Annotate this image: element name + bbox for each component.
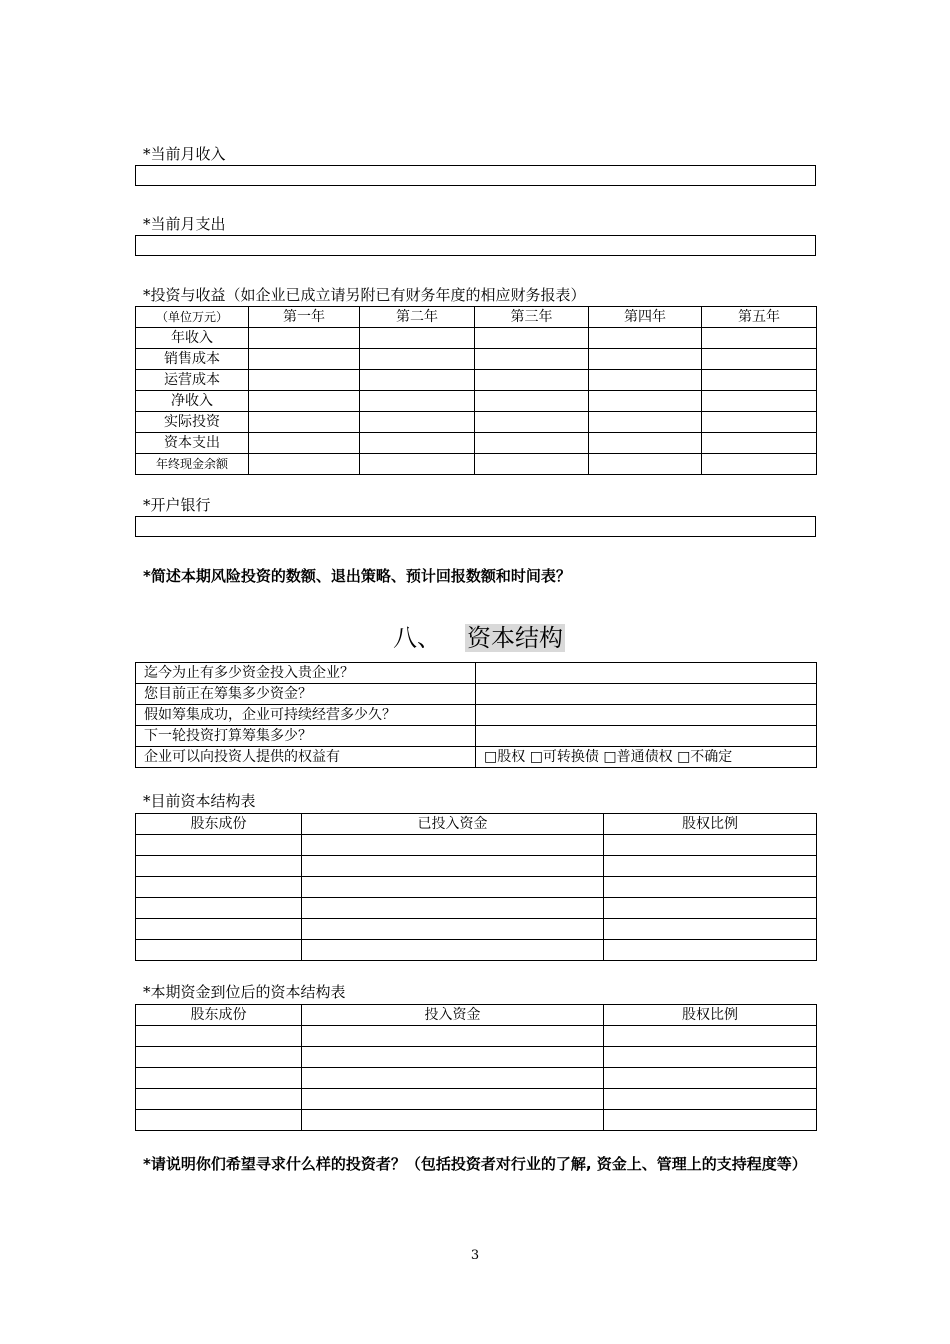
row-label: 年终现金余额 (136, 454, 249, 475)
monthly-expense-field[interactable] (135, 235, 816, 256)
answer-cell[interactable] (476, 684, 817, 705)
current-structure-label: *目前资本结构表 (143, 792, 256, 810)
table-row (136, 1047, 817, 1068)
table-cell[interactable] (604, 919, 817, 940)
table-cell[interactable] (589, 412, 702, 433)
question-label: 企业可以向投资人提供的权益有 (136, 747, 476, 768)
table-cell[interactable] (604, 1089, 817, 1110)
table-cell[interactable] (136, 1047, 302, 1068)
column-header: 股东成份 (136, 814, 302, 835)
table-row (136, 705, 817, 726)
year-header: 第五年 (702, 307, 817, 328)
table-row (136, 898, 817, 919)
table-cell[interactable] (136, 856, 302, 877)
year-header: 第四年 (589, 307, 702, 328)
table-row (136, 747, 817, 768)
table-row (136, 1110, 817, 1131)
question-label: 假如筹集成功，企业可持续经营多少久？ (136, 705, 476, 726)
table-cell[interactable] (249, 412, 360, 433)
column-header: 投入资金 (302, 1005, 604, 1026)
post-structure-table (135, 1004, 817, 1131)
table-row (136, 1068, 817, 1089)
table-cell[interactable] (475, 454, 589, 475)
table-cell[interactable] (702, 454, 817, 475)
table-cell[interactable] (604, 1068, 817, 1089)
row-label: 年收入 (136, 328, 249, 349)
table-cell[interactable] (249, 370, 360, 391)
table-header-row (136, 814, 817, 835)
page-number: 3 (470, 1248, 480, 1263)
table-cell[interactable] (302, 1089, 604, 1110)
table-cell[interactable] (136, 1026, 302, 1047)
table-row (136, 856, 817, 877)
table-cell[interactable] (136, 877, 302, 898)
table-cell[interactable] (360, 412, 475, 433)
table-cell[interactable] (136, 919, 302, 940)
table-cell[interactable] (302, 940, 604, 961)
table-cell[interactable] (702, 391, 817, 412)
table-cell[interactable] (589, 370, 702, 391)
table-row (136, 726, 817, 747)
row-label: 运营成本 (136, 370, 249, 391)
section-title-text: 资本结构 (467, 624, 563, 652)
undecided-option-checkbox[interactable]: □不确定 (677, 749, 733, 765)
table-header-row (136, 1005, 817, 1026)
table-cell[interactable] (302, 877, 604, 898)
table-row (136, 370, 817, 391)
answer-cell[interactable] (476, 663, 817, 684)
table-cell[interactable] (302, 1026, 604, 1047)
column-header: 股东成份 (136, 1005, 302, 1026)
equity-option-checkbox[interactable]: □股权 (484, 749, 526, 765)
capital-questions-table (135, 662, 817, 768)
table-row (136, 919, 817, 940)
table-cell[interactable] (302, 898, 604, 919)
table-cell[interactable] (475, 370, 589, 391)
post-structure-label: *本期资金到位后的资本结构表 (143, 983, 346, 1001)
table-cell[interactable] (589, 349, 702, 370)
table-cell[interactable] (604, 940, 817, 961)
table-cell[interactable] (136, 1089, 302, 1110)
table-cell[interactable] (136, 898, 302, 919)
table-cell[interactable] (702, 433, 817, 454)
monthly-expense-label: *当前月支出 (143, 215, 226, 233)
monthly-income-label: *当前月收入 (143, 145, 226, 163)
table-cell[interactable] (249, 349, 360, 370)
question-label: 迄今为止有多少资金投入贵企业？ (136, 663, 476, 684)
table-row (136, 412, 817, 433)
monthly-income-field[interactable] (135, 165, 816, 186)
table-row (136, 663, 817, 684)
year-header: 第二年 (360, 307, 475, 328)
table-cell[interactable] (702, 349, 817, 370)
column-header: 股权比例 (604, 1005, 817, 1026)
table-cell[interactable] (604, 835, 817, 856)
table-cell[interactable] (604, 898, 817, 919)
table-row (136, 1026, 817, 1047)
question-label: 下一轮投资打算筹集多少？ (136, 726, 476, 747)
table-cell[interactable] (604, 877, 817, 898)
table-cell[interactable] (136, 940, 302, 961)
table-row (136, 454, 817, 475)
table-cell[interactable] (302, 856, 604, 877)
row-label: 资本支出 (136, 433, 249, 454)
investment-returns-label: *投资与收益（如企业已成立请另附已有财务年度的相应财务报表） (143, 286, 586, 304)
table-cell[interactable] (302, 1068, 604, 1089)
table-cell[interactable] (475, 328, 589, 349)
table-cell[interactable] (360, 328, 475, 349)
column-header: 已投入资金 (302, 814, 604, 835)
table-header-row (136, 307, 817, 328)
table-cell[interactable] (360, 454, 475, 475)
table-cell[interactable] (589, 433, 702, 454)
table-cell[interactable] (475, 349, 589, 370)
table-cell[interactable] (589, 328, 702, 349)
current-structure-table (135, 813, 817, 961)
table-cell[interactable] (249, 454, 360, 475)
question-label: 您目前正在筹集多少资金？ (136, 684, 476, 705)
table-cell[interactable] (360, 349, 475, 370)
table-row (136, 940, 817, 961)
year-header: 第一年 (249, 307, 360, 328)
section-title (393, 623, 565, 653)
table-cell[interactable] (136, 1110, 302, 1131)
table-row (136, 328, 817, 349)
table-row (136, 433, 817, 454)
table-cell[interactable] (604, 1026, 817, 1047)
table-cell[interactable] (475, 391, 589, 412)
row-label: 实际投资 (136, 412, 249, 433)
column-header: 股权比例 (604, 814, 817, 835)
table-cell[interactable] (604, 1110, 817, 1131)
table-cell[interactable] (249, 391, 360, 412)
answer-cell[interactable] (476, 705, 817, 726)
risk-investment-question: *简述本期风险投资的数额、退出策略、预计回报数额和时间表？ (143, 567, 571, 585)
table-cell[interactable] (360, 391, 475, 412)
table-row (136, 835, 817, 856)
table-cell[interactable] (604, 1047, 817, 1068)
table-cell[interactable] (136, 835, 302, 856)
table-row (136, 684, 817, 705)
table-cell[interactable] (360, 433, 475, 454)
table-cell[interactable] (702, 328, 817, 349)
answer-cell[interactable] (476, 726, 817, 747)
convertible-option-checkbox[interactable]: □可转换债 (529, 749, 599, 765)
table-row (136, 1089, 817, 1110)
investor-question: *请说明你们希望寻求什么样的投资者？（包括投资者对行业的了解, 资金上、管理上的支持程度等） (143, 1155, 807, 1173)
row-label: 销售成本 (136, 349, 249, 370)
table-row (136, 877, 817, 898)
table-row (136, 391, 817, 412)
bank-label: *开户银行 (143, 496, 211, 514)
table-cell[interactable] (302, 919, 604, 940)
row-label: 净收入 (136, 391, 249, 412)
year-header: 第三年 (475, 307, 589, 328)
table-cell[interactable] (302, 1047, 604, 1068)
table-cell[interactable] (475, 412, 589, 433)
table-cell[interactable] (302, 1110, 604, 1131)
table-cell[interactable] (589, 391, 702, 412)
table-cell[interactable] (136, 1068, 302, 1089)
table-row (136, 349, 817, 370)
table-cell[interactable] (249, 433, 360, 454)
table-cell[interactable] (702, 412, 817, 433)
table-cell[interactable] (302, 835, 604, 856)
unit-header: （单位万元） (136, 307, 249, 328)
table-cell[interactable] (360, 370, 475, 391)
table-cell[interactable] (589, 454, 702, 475)
bank-field[interactable] (135, 516, 816, 537)
table-cell[interactable] (702, 370, 817, 391)
section-number: 八、 (393, 624, 441, 652)
table-cell[interactable] (475, 433, 589, 454)
table-cell[interactable] (604, 856, 817, 877)
debt-option-checkbox[interactable]: □普通债权 (603, 749, 673, 765)
equity-options-cell (476, 747, 817, 768)
investment-returns-table (135, 306, 817, 475)
table-cell[interactable] (249, 328, 360, 349)
